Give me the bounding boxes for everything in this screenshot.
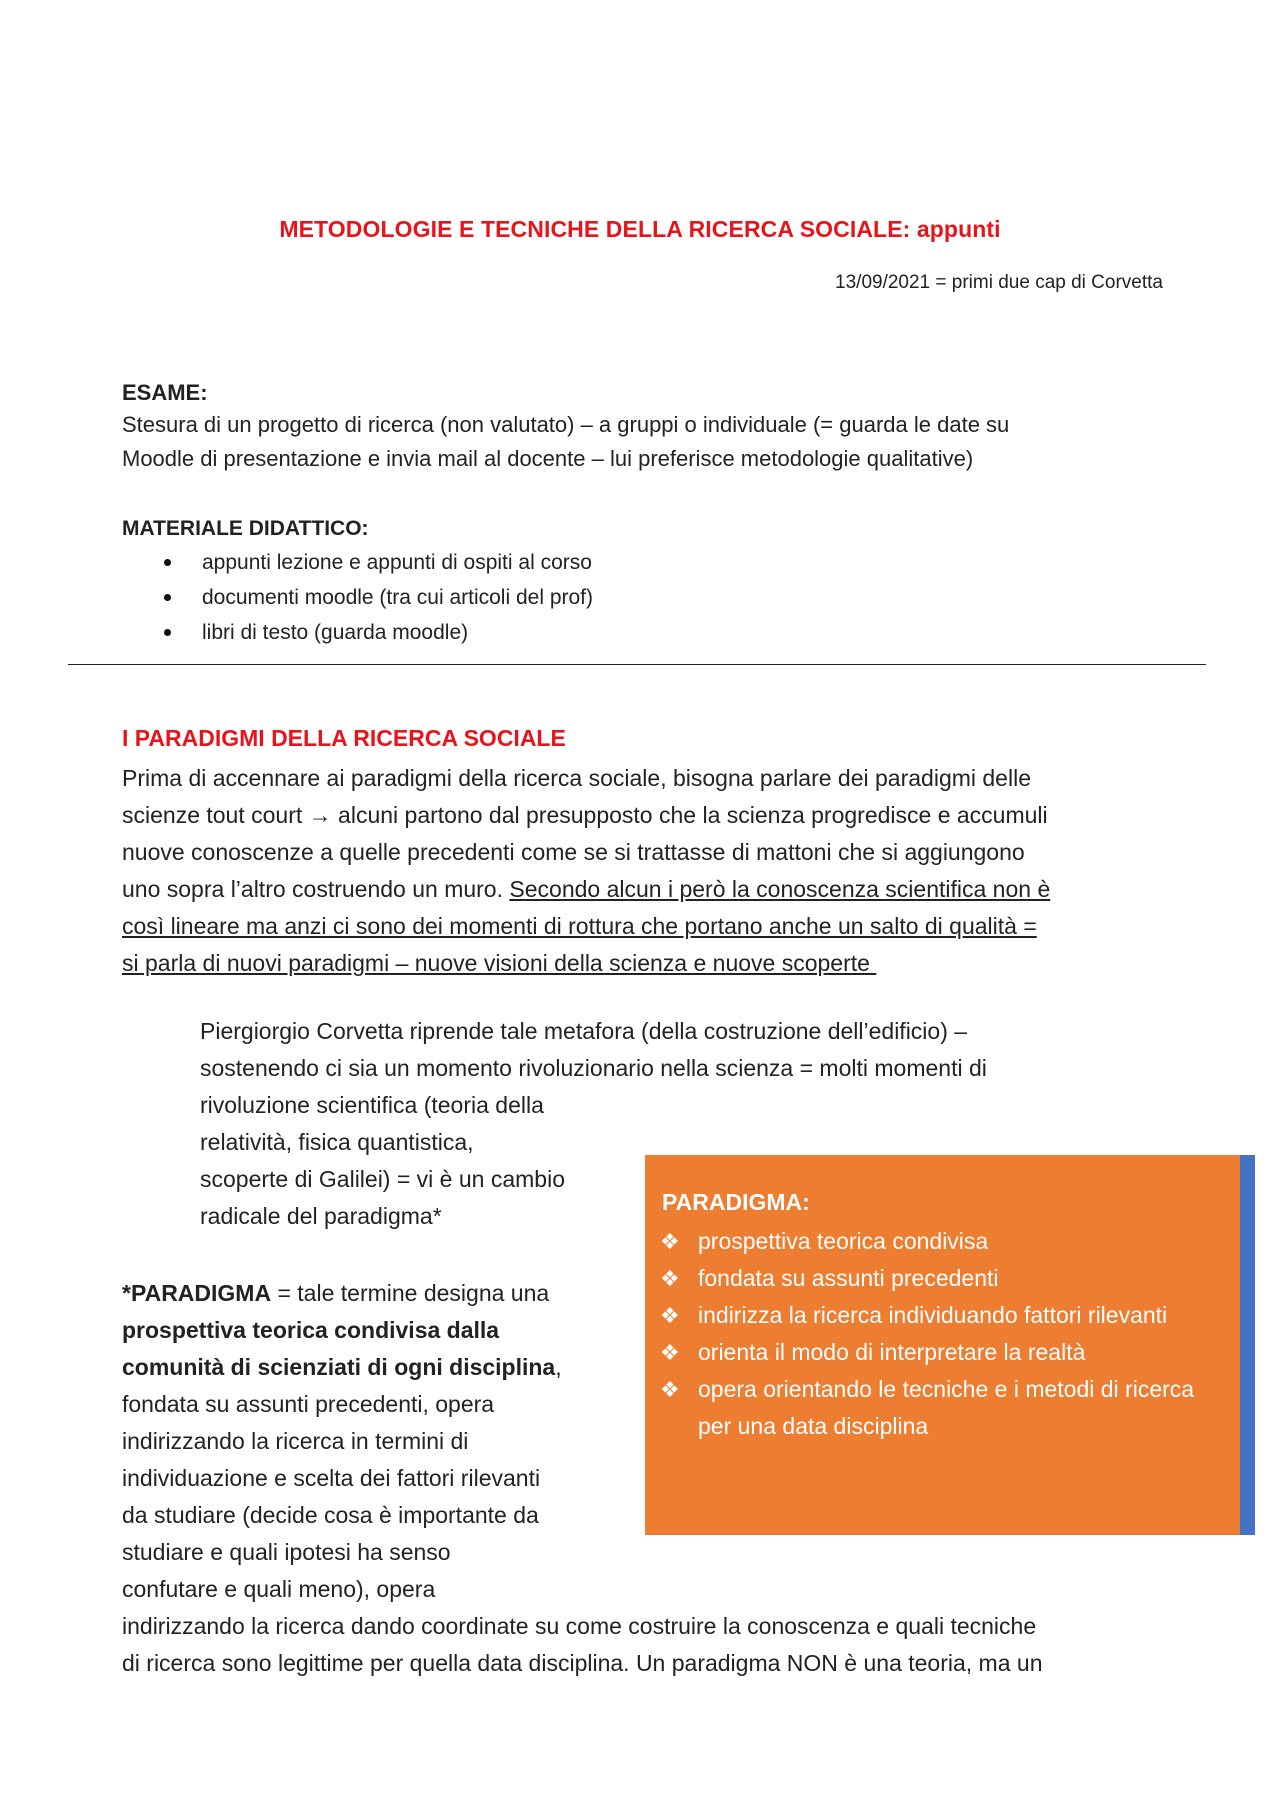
paragraph-line: relatività, fisica quantistica, (200, 1129, 474, 1155)
paragraph-line: indirizzando la ricerca dando coordinate su come costruire la conoscenza e quali tecniche (122, 1613, 1037, 1639)
paradigmi-paragraph (122, 760, 1172, 982)
list-item: ❖ prospettiva teorica condivisa (660, 1223, 1240, 1260)
definizione-paragraph (122, 1275, 622, 1608)
paragraph-line: *PARADIGMA = tale termine designa una (122, 1280, 550, 1306)
date-note: 13/09/2021 = primi due cap di Corvetta (835, 272, 1163, 293)
list-item: libri di testo (guarda moodle) (160, 615, 593, 650)
paragraph-line: di ricerca sono legittime per quella data disciplina. Un paradigma NON è una teoria, ma un (122, 1650, 1043, 1676)
paragraph-line: prospettiva teorica condivisa dalla (122, 1317, 500, 1343)
definizione-continuation (122, 1608, 1042, 1682)
horizontal-divider (68, 664, 1206, 665)
list-item: ❖ orienta il modo di interpretare la realtà (660, 1334, 1240, 1371)
paragraph-line: si parla di nuovi paradigmi – nuove visioni della scienza e nuove scoperte (122, 950, 877, 976)
diamond-bullet-icon: ❖ (660, 1377, 680, 1402)
list-item: ❖ fondata su assunti precedenti (660, 1260, 1240, 1297)
paragraph-line: indirizzando la ricerca in termini di (122, 1428, 469, 1454)
page-title: METODOLOGIE E TECNICHE DELLA RICERCA SOCIALE: appunti (279, 216, 1001, 242)
paradigma-callout-box (645, 1155, 1255, 1535)
paragraph-line: Prima di accennare ai paradigmi della ricerca sociale, bisogna parlare dei paradigmi delle (122, 765, 1031, 791)
section-heading-paradigmi: I PARADIGMI DELLA RICERCA SOCIALE (122, 725, 566, 751)
paragraph-line: fondata su assunti precedenti, opera (122, 1391, 495, 1417)
paragraph-line: scienze tout court → alcuni partono dal presupposto che la scienza progredisce e accumuli (122, 802, 1048, 828)
paragraph-line: comunità di scienziati di ogni disciplina, (122, 1354, 562, 1380)
paragraph-line: sostenendo ci sia un momento rivoluzionario nella scienza = molti momenti di (200, 1055, 987, 1081)
paragraph-line: studiare e quali ipotesi ha senso (122, 1539, 451, 1565)
materiale-list (160, 545, 593, 650)
paragraph-line: Piergiorgio Corvetta riprende tale metafora (della costruzione dell’edificio) – (200, 1018, 968, 1044)
paragraph-line: così lineare ma anzi ci sono dei momenti di rottura che portano anche un salto di qualità = (122, 913, 1037, 939)
list-item: appunti lezione e appunti di ospiti al corso (160, 545, 593, 580)
callout-list (660, 1223, 1240, 1445)
list-item: ❖ indirizza la ricerca individuando fattori rilevanti (660, 1297, 1240, 1334)
paragraph-line: radicale del paradigma* (200, 1203, 442, 1229)
list-item: documenti moodle (tra cui articoli del prof) (160, 580, 593, 615)
list-item: ❖ opera orientando le tecniche e i metodi di ricerca per una data disciplina (660, 1371, 1240, 1445)
paragraph-line: rivoluzione scientifica (teoria della (200, 1092, 544, 1118)
paragraph-line: nuove conoscenze a quelle precedenti come se si trattasse di mattoni che si aggiungono (122, 839, 1025, 865)
diamond-bullet-icon: ❖ (660, 1229, 680, 1254)
paragraph-line: scoperte di Galilei) = vi è un cambio (200, 1166, 565, 1192)
paragraph-line: confutare e quali meno), opera (122, 1576, 436, 1602)
esame-heading: ESAME: (122, 380, 208, 405)
esame-line-2: Moodle di presentazione e invia mail al docente – lui preferisce metodologie qualitative) (122, 446, 974, 471)
materiale-heading: MATERIALE DIDATTICO: (122, 517, 369, 540)
diamond-bullet-icon: ❖ (660, 1340, 680, 1365)
paragraph-line: individuazione e scelta dei fattori rilevanti (122, 1465, 541, 1491)
esame-line-1: Stesura di un progetto di ricerca (non valutato) – a gruppi o individuale (= guarda le date su (122, 412, 1010, 437)
paragraph-line: da studiare (decide cosa è importante da (122, 1502, 539, 1528)
callout-heading: PARADIGMA: (662, 1189, 810, 1215)
arrow-right-icon: → (308, 802, 332, 828)
paragraph-line: uno sopra l’altro costruendo un muro. Secondo alcun i però la conoscenza scientifica non è (122, 876, 1051, 902)
diamond-bullet-icon: ❖ (660, 1303, 680, 1328)
diamond-bullet-icon: ❖ (660, 1266, 680, 1291)
